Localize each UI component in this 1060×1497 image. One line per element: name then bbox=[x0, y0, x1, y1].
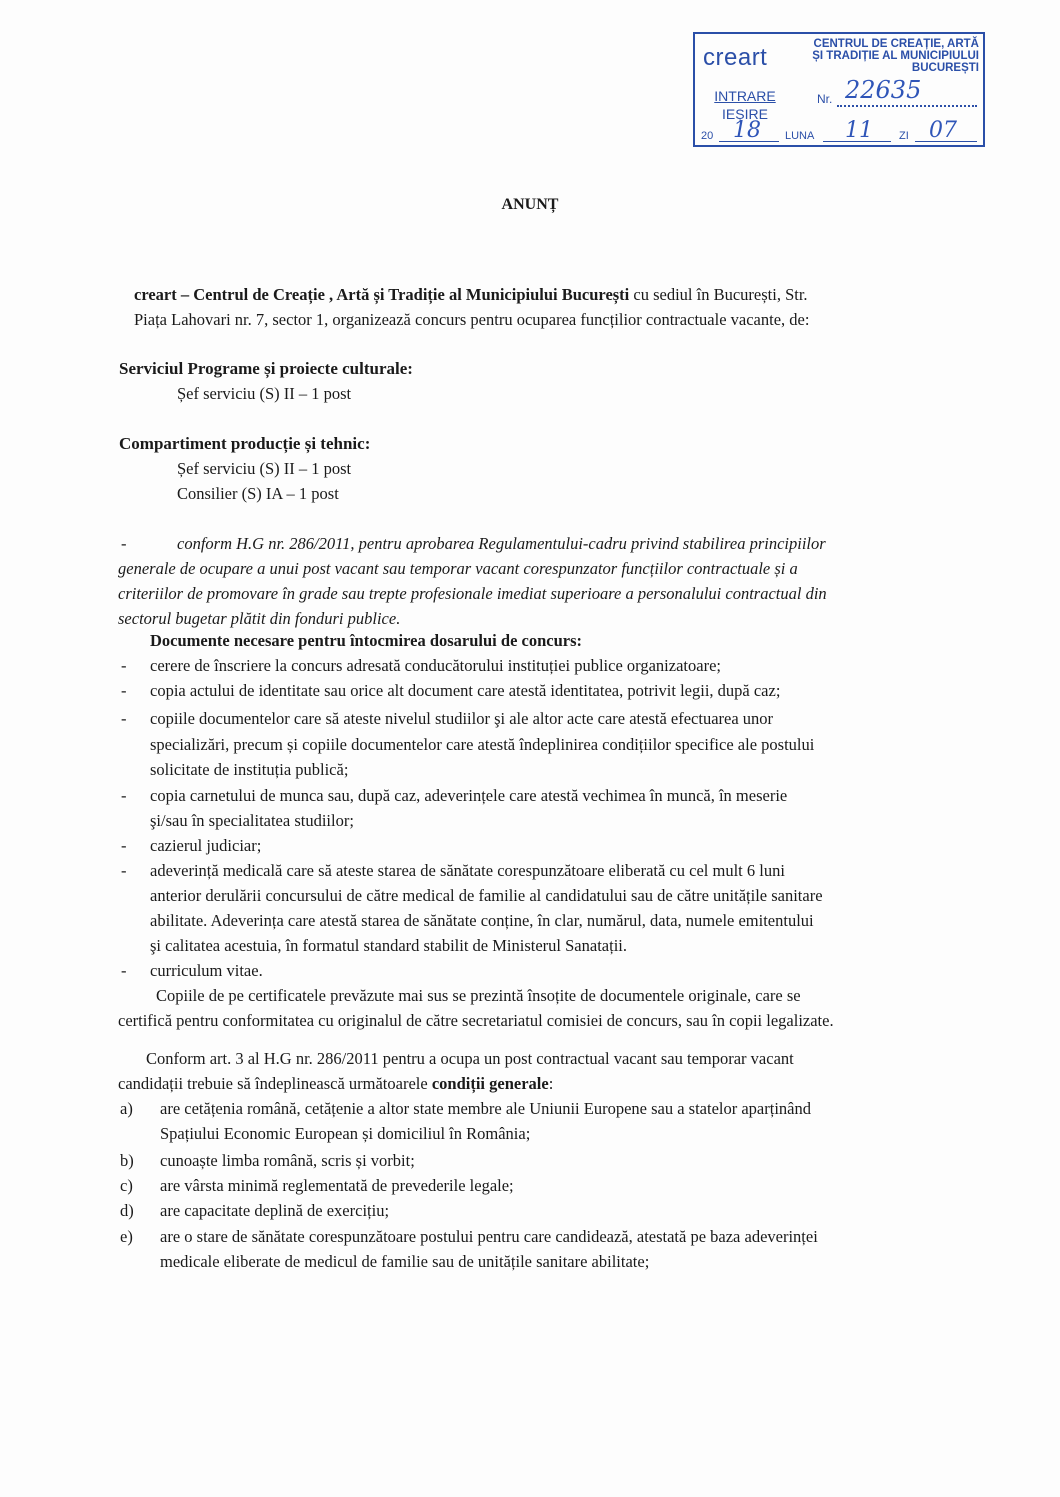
document-item: copiile documentelor care să ateste nivelul studiilor şi ale altor acte care atestă efectuarea unor bbox=[150, 709, 774, 728]
document-item: cazierul judiciar; bbox=[150, 836, 262, 855]
page-title: ANUNȚ bbox=[501, 196, 559, 213]
documents-note-line: Copiile de pe certificatele prevăzute mai sus se prezintă însoțite de documentele originale, care se bbox=[156, 986, 801, 1005]
document-item-cont: specializări, precum și copiile documentelor care atestă îndeplinirea condițiilor specifice ale postului bbox=[150, 735, 815, 754]
bullet-dash: - bbox=[121, 656, 127, 675]
stamp-iesire: IEȘIRE bbox=[722, 106, 768, 122]
department-heading: Serviciul Programe și proiecte culturale: bbox=[119, 359, 413, 378]
stamp-year-value: 18 bbox=[733, 118, 761, 143]
condition-item: are vârsta minimă reglementată de prevederile legale; bbox=[160, 1176, 514, 1195]
document-item: cerere de înscriere la concurs adresată conducătorului instituției publice organizatoare; bbox=[150, 656, 721, 675]
post-item: Șef serviciu (S) II – 1 post bbox=[177, 459, 352, 478]
condition-label: b) bbox=[120, 1151, 134, 1170]
document-item-cont: solicitate de instituția publică; bbox=[150, 760, 349, 779]
condition-label: c) bbox=[120, 1176, 133, 1195]
condition-label: d) bbox=[120, 1201, 134, 1220]
post-item: Șef serviciu (S) II – 1 post bbox=[177, 384, 352, 403]
document-item: copia actului de identitate sau orice alt document care atestă identitatea, potrivit legii, după caz; bbox=[150, 681, 781, 700]
condition-label: e) bbox=[120, 1227, 133, 1246]
document-item: curriculum vitae. bbox=[150, 961, 263, 980]
stamp-nr-label: Nr. bbox=[817, 92, 833, 106]
document-item: copia carnetului de munca sau, după caz, adeverințele care atestă vechimea în muncă, în meserie bbox=[150, 786, 788, 805]
document-item-cont: şi calitatea acestuia, în formatul standard stabilit de Ministerul Sanatații. bbox=[150, 936, 627, 955]
legal-basis-line: criteriilor de promovare în grade sau trepte profesionale imediat superioare a personalului contractual din bbox=[118, 584, 827, 603]
condition-item: are capacitate deplină de exercițiu; bbox=[160, 1201, 390, 1220]
document-item-cont: şi/sau în specialitatea studiilor; bbox=[150, 811, 354, 830]
bullet-dash: - bbox=[121, 786, 127, 805]
intro-institution: creart – Centrul de Creație , Artă și Tradiție al Municipiului București bbox=[134, 285, 630, 304]
conditions-intro-line: candidații trebuie să îndeplinească următoarele condiții generale: bbox=[118, 1074, 554, 1093]
stamp-luna-value: 11 bbox=[845, 118, 873, 143]
condition-item: cunoaște limba română, scris și vorbit; bbox=[160, 1151, 415, 1170]
bullet-dash: - bbox=[121, 961, 127, 980]
registration-stamp bbox=[693, 32, 985, 147]
bullet-dash: - bbox=[121, 534, 127, 553]
legal-basis-line: generale de ocupare a unui post vacant sau temporar vacant corespunzator funcțiilor contractuale și a bbox=[118, 559, 798, 578]
legal-basis-line: sectorul bugetar plătit din fonduri publice. bbox=[118, 609, 401, 628]
condition-item-cont: Spațiului Economic European și domiciliul în România; bbox=[160, 1124, 531, 1143]
bullet-dash: - bbox=[121, 836, 127, 855]
stamp-intrare: INTRARE bbox=[714, 88, 776, 104]
department-heading: Compartiment producție și tehnic: bbox=[119, 434, 371, 453]
condition-item: are o stare de sănătate corespunzătoare postului pentru care candidează, atestată pe baza adeverinței bbox=[160, 1227, 818, 1246]
documents-heading: Documente necesare pentru întocmirea dosarului de concurs: bbox=[150, 631, 583, 650]
stamp-year-prefix: 20 bbox=[701, 130, 714, 142]
stamp-institution: CENTRUL DE CREAȚIE, ARTĂ ȘI TRADIȚIE AL MUNICIPIULUI BUCUREȘTI bbox=[812, 38, 979, 74]
stamp-nr-line bbox=[837, 105, 977, 107]
intro-line-1: creart – Centrul de Creație , Artă și Tradiție al Municipiului București cu sediul în București, Str. bbox=[134, 285, 808, 304]
document-item: adeverință medicală care să ateste starea de sănătate corespunzătoare eliberată cu cel mult 6 luni bbox=[150, 861, 785, 880]
post-item: Consilier (S) IA – 1 post bbox=[177, 484, 339, 503]
conditions-intro-line: Conform art. 3 al H.G nr. 286/2011 pentru a ocupa un post contractual vacant sau temporar vacant bbox=[146, 1049, 794, 1068]
documents-note-line: certifică pentru conformitatea cu originalul de către secretariatul comisiei de concurs, sau în copii legalizate. bbox=[118, 1011, 834, 1030]
stamp-luna-label: LUNA bbox=[785, 130, 815, 142]
creart-logo: creart bbox=[703, 44, 768, 71]
stamp-nr-value: 22635 bbox=[845, 76, 922, 104]
condition-item: are cetățenia română, cetățenie a altor state membre ale Uniunii Europene sau a statelor aparținând bbox=[160, 1099, 811, 1118]
document-item-cont: anterior derulării concursului de către medical de familie al candidatului sau de către unitățile sanitare bbox=[150, 886, 823, 905]
intro-line-2: Piața Lahovari nr. 7, sector 1, organizează concurs pentru ocuparea funcțilior contractuale vacante, de: bbox=[134, 310, 810, 329]
conditions-generale-label: condiții generale bbox=[431, 1074, 549, 1093]
stamp-zi-value: 07 bbox=[929, 118, 957, 143]
condition-label: a) bbox=[120, 1099, 133, 1118]
bullet-dash: - bbox=[121, 681, 127, 700]
bullet-dash: - bbox=[121, 709, 127, 728]
legal-basis-line: conform H.G nr. 286/2011, pentru aprobarea Regulamentului-cadru privind stabilirea principiilor bbox=[177, 534, 826, 553]
condition-item-cont: medicale eliberate de medicul de familie sau de unitățile sanitare abilitate; bbox=[160, 1252, 650, 1271]
stamp-zi-label: ZI bbox=[899, 130, 909, 142]
bullet-dash: - bbox=[121, 861, 127, 880]
document-item-cont: abilitate. Adeverința care atestă starea de sănătate conține, în clar, numărul, data, numele emitentului bbox=[150, 911, 814, 930]
